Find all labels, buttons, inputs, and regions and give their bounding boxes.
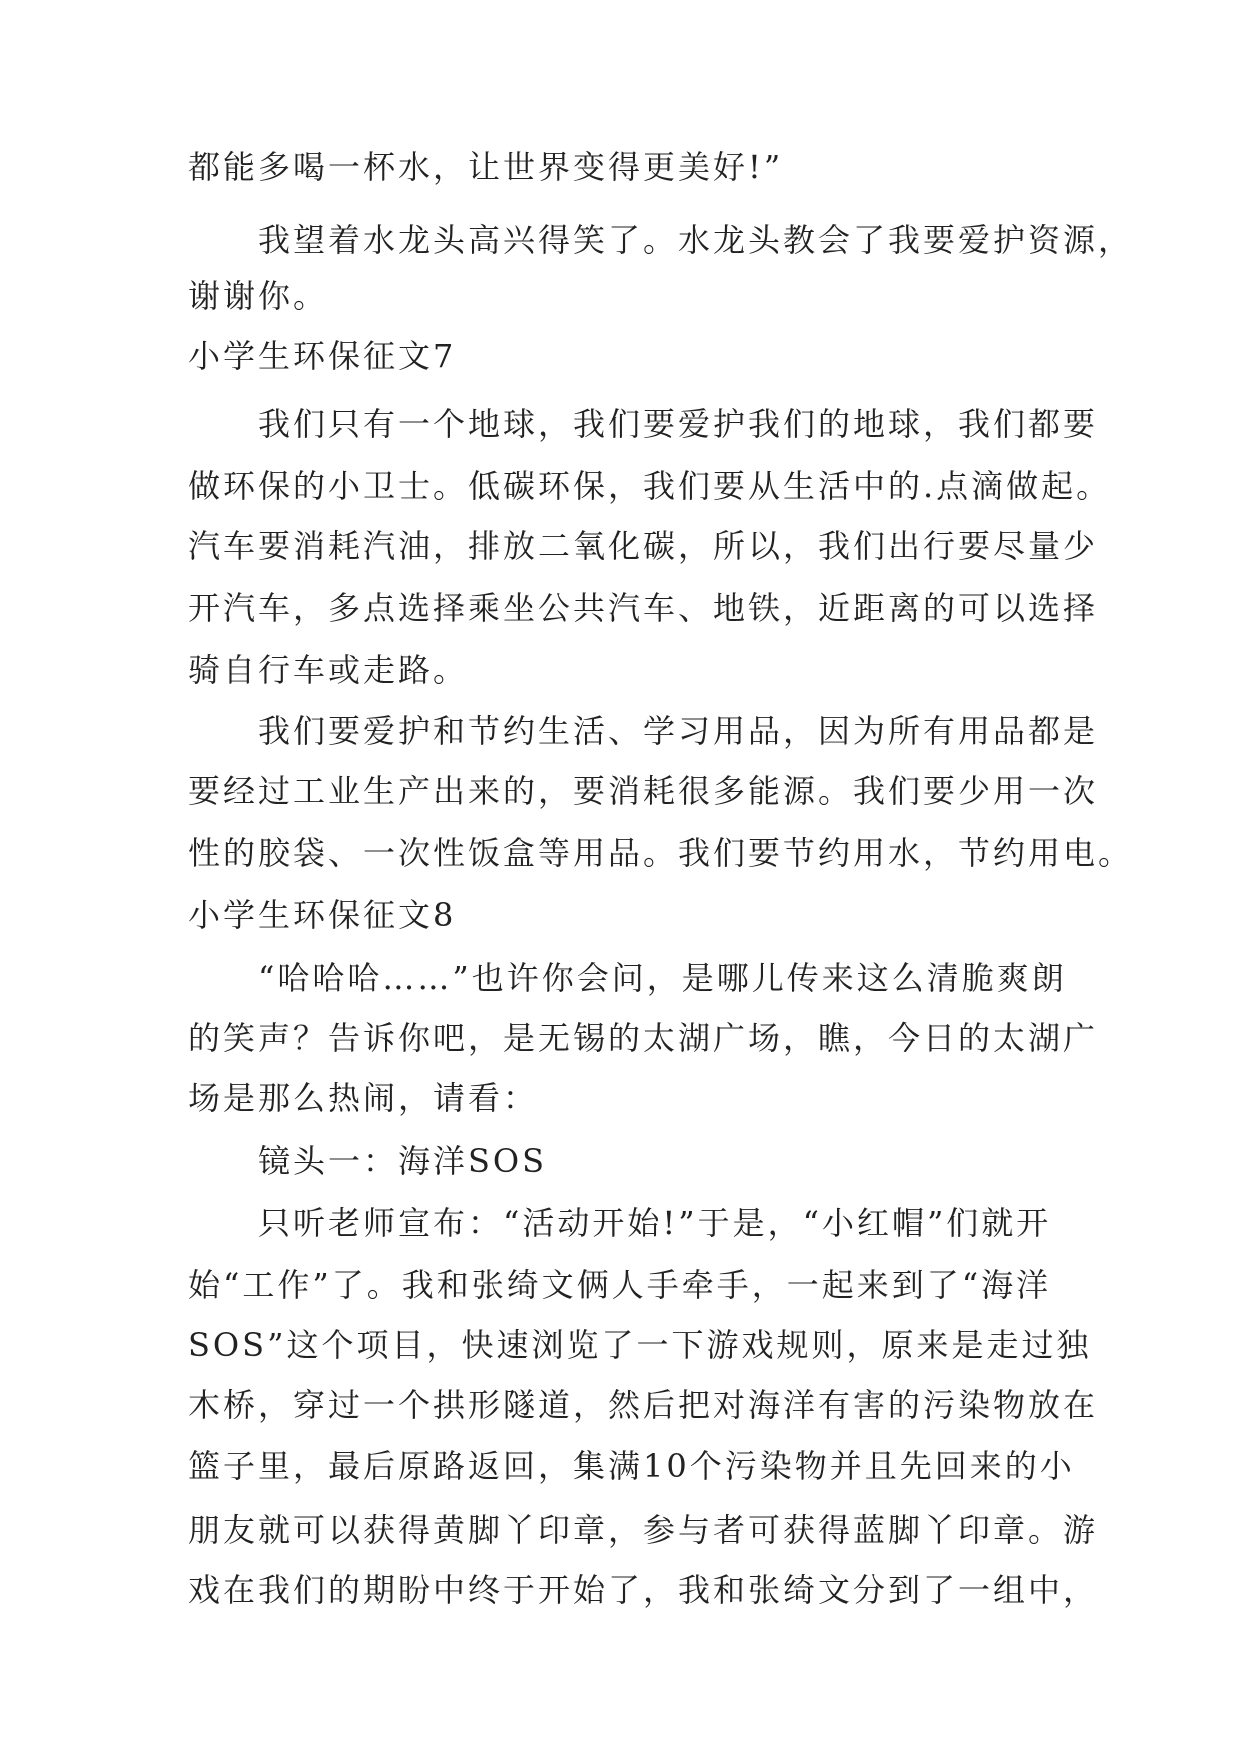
- text-line: 的笑声？告诉你吧，是无锡的太湖广场，瞧，今日的太湖广: [188, 1019, 1099, 1057]
- text-line: 场是那么热闹，请看：: [188, 1079, 539, 1117]
- text-line: 戏在我们的期盼中终于开始了，我和张绮文分到了一组中，: [188, 1571, 1099, 1609]
- section-heading: 小学生环保征文8: [188, 896, 457, 934]
- paragraph-start-line: 我望着水龙头高兴得笑了。水龙头教会了我要爱护资源，: [258, 221, 1134, 259]
- text-line: 都能多喝一杯水，让世界变得更美好!”: [188, 148, 784, 186]
- text-line: 做环保的小卫士。低碳环保，我们要从生活中的.点滴做起。: [188, 467, 1112, 505]
- paragraph-start-line: 只听老师宣布：“活动开始!”于是，“小红帽”们就开: [258, 1204, 1052, 1242]
- paragraph-start-line: 我们要爱护和节约生活、学习用品，因为所有用品都是: [258, 712, 1099, 750]
- paragraph-start-line: 我们只有一个地球，我们要爱护我们的地球，我们都要: [258, 405, 1099, 443]
- section-heading: 小学生环保征文7: [188, 337, 457, 375]
- text-line: 始“工作”了。我和张绮文俩人手牵手，一起来到了“海洋: [188, 1266, 1052, 1304]
- text-line: 汽车要消耗汽油，排放二氧化碳，所以，我们出行要尽量少: [188, 527, 1099, 565]
- text-line: 篮子里，最后原路返回，集满10个污染物并且先回来的小: [188, 1447, 1075, 1485]
- subheading-line: 镜头一：海洋SOS: [258, 1142, 548, 1180]
- text-line: 骑自行车或走路。: [188, 651, 469, 689]
- text-line: SOS”这个项目，快速浏览了一下游戏规则，原来是走过独: [188, 1326, 1092, 1364]
- text-line: 要经过工业生产出来的，要消耗很多能源。我们要少用一次: [188, 772, 1099, 810]
- text-line: 开汽车，多点选择乘坐公共汽车、地铁，近距离的可以选择: [188, 589, 1099, 627]
- text-line: 性的胶袋、一次性饭盒等用品。我们要节约用水，节约用电。: [188, 834, 1134, 872]
- text-line: 木桥，穿过一个拱形隧道，然后把对海洋有害的污染物放在: [188, 1386, 1099, 1424]
- text-line: 谢谢你。: [188, 277, 329, 315]
- paragraph-start-line: “哈哈哈……”也许你会问，是哪儿传来这么清脆爽朗: [258, 959, 1067, 997]
- text-line: 朋友就可以获得黄脚丫印章，参与者可获得蓝脚丫印章。游: [188, 1511, 1099, 1549]
